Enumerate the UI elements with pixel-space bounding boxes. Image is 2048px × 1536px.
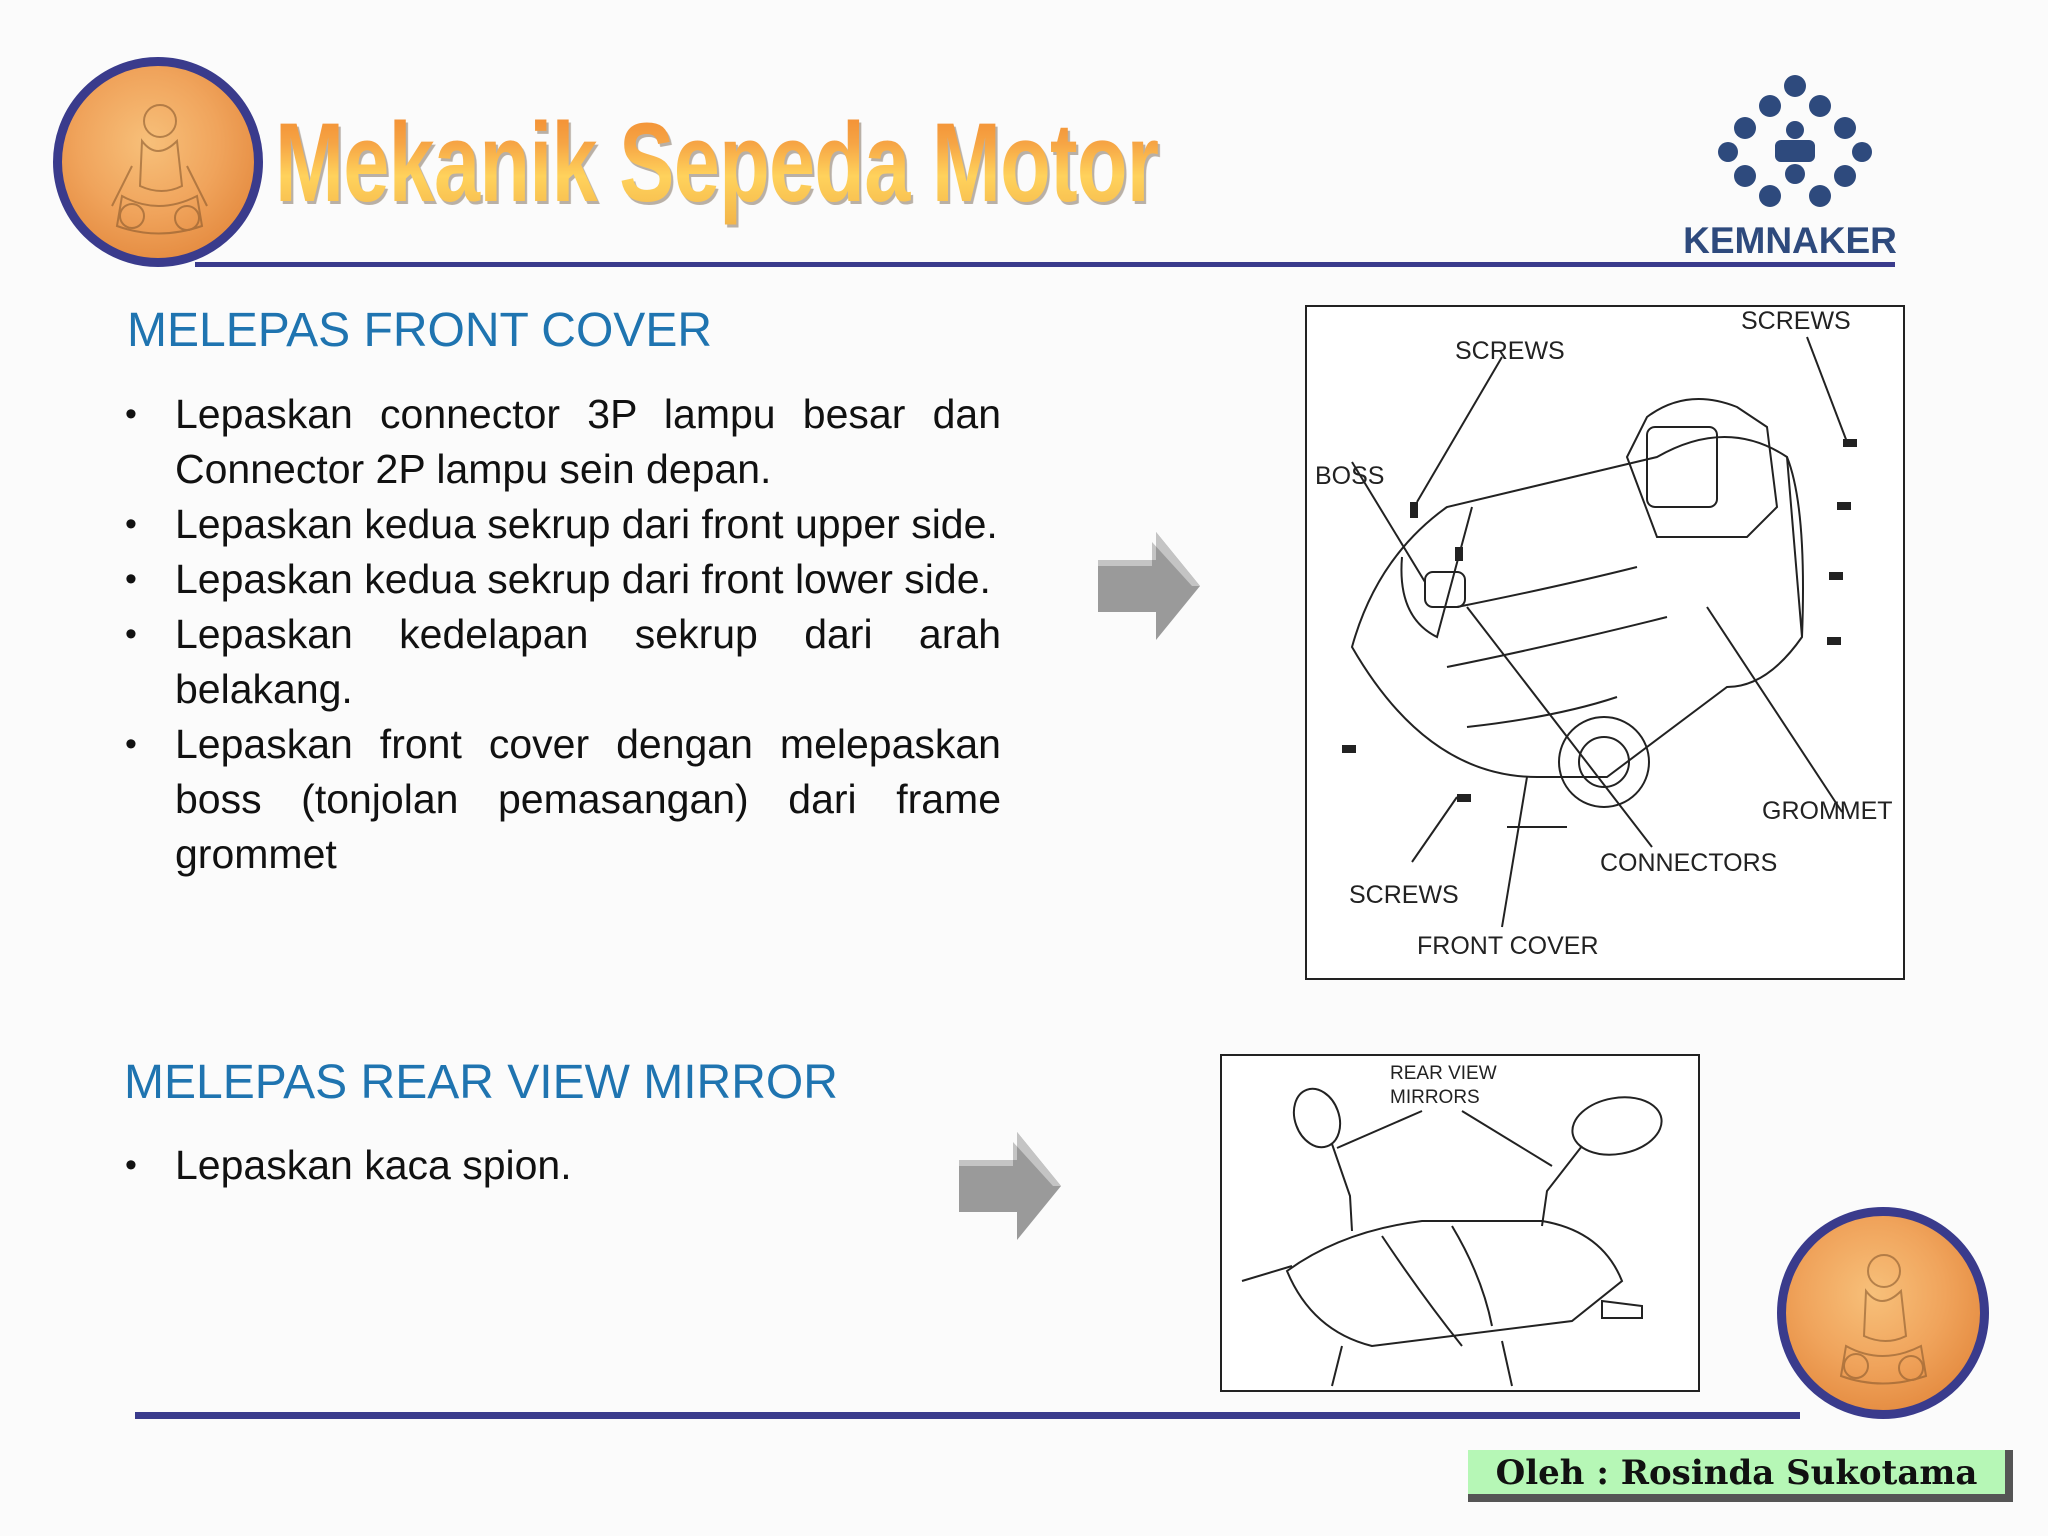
callout-connectors: CONNECTORS [1600, 849, 1778, 877]
mechanic-sketch-icon [62, 66, 254, 258]
callout-screws-right: SCREWS [1741, 307, 1851, 335]
list-item: • Lepaskan front cover dengan melepaskan boss (tonjolan pemasangan) dari frame grommet [125, 717, 1001, 882]
section-title-rear-view-mirror: MELEPAS REAR VIEW MIRROR [124, 1056, 838, 1109]
front-cover-steps [125, 387, 1001, 882]
callout-screws-bottom: SCREWS [1349, 881, 1459, 909]
list-item: • Lepaskan kaca spion. [125, 1138, 925, 1193]
list-item: • Lepaskan kedelapan sekrup dari arah belakang. [125, 607, 1001, 717]
kemnaker-emblem-icon [1700, 70, 1890, 220]
callout-rear-view-mirrors: REAR VIEW MIRRORS [1390, 1063, 1497, 1108]
callout-screws-top: SCREWS [1455, 337, 1565, 365]
callout-boss: BOSS [1315, 462, 1385, 490]
rear-mirror-steps [125, 1138, 925, 1193]
logo-text: KEMNAKER [1683, 220, 1897, 261]
callout-grommet: GROMMET [1762, 797, 1893, 825]
right-arrow-icon [953, 1128, 1065, 1249]
list-item: • Lepaskan kedua sekrup dari front lower side. [125, 552, 1001, 607]
header-emblem [53, 57, 263, 267]
callout-front-cover: FRONT COVER [1417, 932, 1599, 960]
mechanic-sketch-icon [1786, 1216, 1980, 1410]
right-arrow-icon [1092, 528, 1204, 649]
footer-emblem [1777, 1207, 1989, 1419]
kemnaker-logo [1700, 70, 1890, 220]
header-divider [195, 262, 1895, 267]
footer-divider [135, 1412, 1800, 1419]
rear-view-mirror-diagram [1220, 1054, 1700, 1392]
list-item: • Lepaskan connector 3P lampu besar dan Connector 2P lampu sein depan. [125, 387, 1001, 497]
front-cover-diagram [1305, 305, 1905, 980]
section-title-front-cover: MELEPAS FRONT COVER [127, 304, 712, 357]
author-credit: Oleh : Rosinda Sukotama [1468, 1450, 2013, 1502]
page-title: Mekanik Sepeda Motor [275, 98, 1158, 228]
list-item: • Lepaskan kedua sekrup dari front upper side. [125, 497, 1001, 552]
